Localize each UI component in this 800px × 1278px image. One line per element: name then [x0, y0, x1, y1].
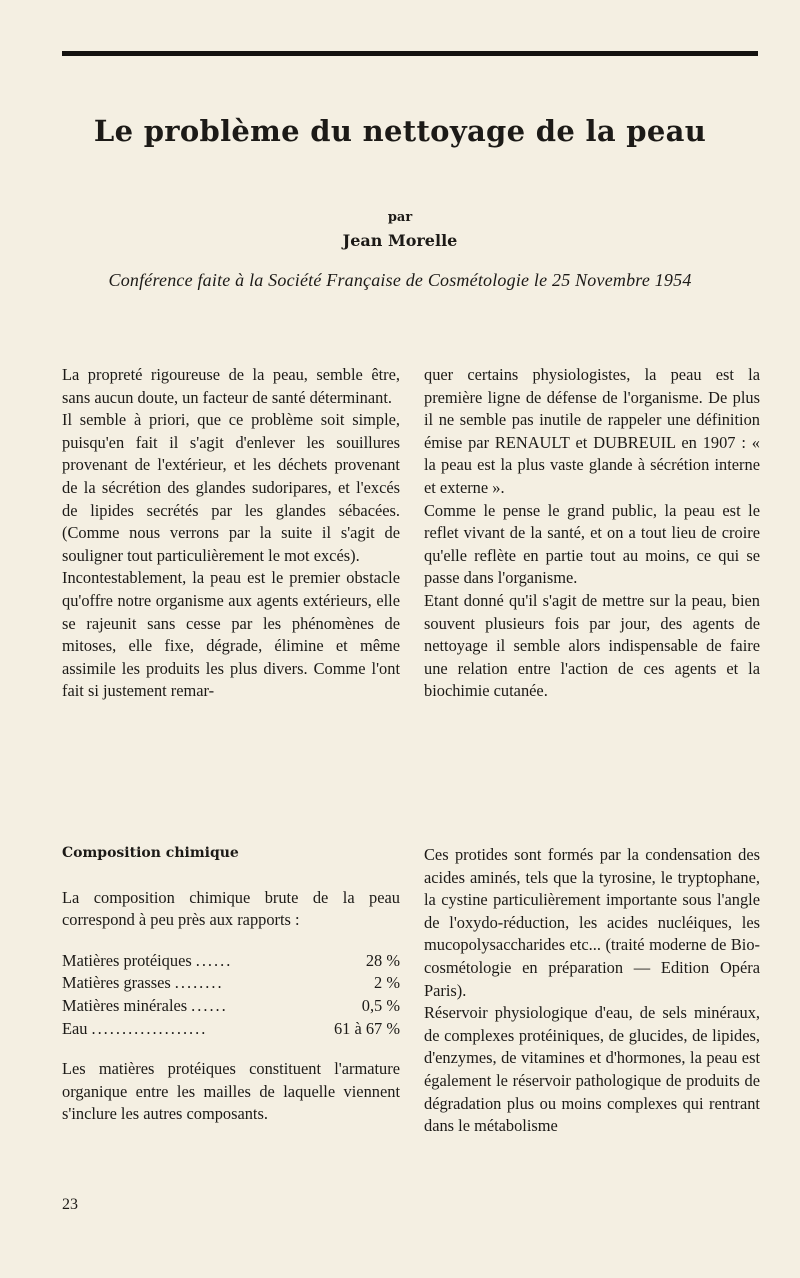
conference-note: Conférence faite à la Société Française de Cosmétologie le 25 Novembre 1954: [108, 270, 692, 290]
column-2: [424, 364, 760, 703]
column-1: [62, 364, 400, 703]
composition-intro: La composition chimique brute de la peau correspond à peu près aux rapports :: [62, 887, 400, 930]
row-value: 61 à 67 %: [333, 1018, 400, 1038]
paragraph: Etant donné qu'il s'agit de mettre sur la peau, bien souvent plusieurs fois par jour, des agents de nettoyage il semble alors indispensable de faire une relation entre l'action de ces agents et la biochimie cutanée.: [424, 590, 760, 701]
author-name: Jean Morelle: [342, 231, 458, 250]
column-4: [424, 844, 760, 1138]
page-number: 23: [62, 1196, 78, 1213]
paragraph: La propreté rigoureuse de la peau, semble être, sans aucun doute, un facteur de santé déterminant.: [62, 365, 400, 407]
leader-dots: ........: [174, 973, 224, 993]
article-title: Le problème du nettoyage de la peau: [93, 114, 707, 148]
table-row: [62, 950, 400, 973]
paragraph: Il semble à priori, que ce problème soit simple, puisqu'en fait il s'agit d'enlever les souillures provenant de l'extérieur, et les déchets provenant de la sécrétion des glandes sudoripares, et l'excés de lipides secrétés par les glandes sébacées. (Comme nous verrons par la suite il s'agit de souligner tout particulièrement le mot excés).: [62, 410, 400, 565]
section-heading: Composition chimique: [62, 845, 239, 861]
paragraph: quer certains physiologistes, la peau est la première ligne de défense de l'organisme. De plus il ne semble pas inutile de rappeler une définition émise par RENAULT et DUBREUIL en 1907 : « la peau est la plus vaste glande à sécrétion interne et externe ».: [424, 365, 760, 497]
column-3: [62, 842, 400, 1126]
byline-par: par: [387, 210, 413, 225]
paragraph: Réservoir physiologique d'eau, de sels minéraux, de complexes protéiniques, de glucides, de lipides, d'enzymes, de vitamines et d'hormones, la peau est également le réservoir pathologique de produits de dégradation plus ou moins complexes qui rentrant dans le métabolisme: [424, 1003, 760, 1136]
top-rule: [62, 51, 758, 56]
leader-dots: ......: [191, 995, 228, 1015]
paragraph: Ces protides sont formés par la condensation des acides aminés, tels que la tyrosine, le tryptophane, la cystine particulièrement importante sous l'angle de l'oxydo-réduction, les acides nucléiques, les mucopolysaccharides etc... (traité moderne de Bio-cosmétologie en préparation — Edition Opéra Paris).: [424, 845, 760, 1000]
row-label: Matières minérales: [62, 995, 188, 1015]
row-value: 0,5 %: [361, 995, 400, 1015]
row-label: Matières protéiques: [62, 950, 192, 970]
table-row: [62, 1018, 400, 1041]
leader-dots: ......: [195, 950, 233, 970]
composition-table: [62, 950, 400, 1040]
table-row: [62, 995, 400, 1018]
row-label: Matières grasses: [62, 973, 171, 993]
paragraph: Comme le pense le grand public, la peau est le reflet vivant de la santé, et on a tout lieu de croire qu'elle reflète en partie tout au moins, ce qui se passe dans l'organisme.: [424, 500, 760, 588]
row-value: 28 %: [365, 950, 400, 970]
paragraph: Incontestablement, la peau est le premier obstacle qu'offre notre organisme aux agents extérieurs, elle se rajeunit sans cesse par les phénomènes de mitoses, elle fixe, dégrade, élimine et même assimile les produits les plus divers. Comme l'ont fait si justement remar-: [62, 568, 400, 701]
row-value: 2 %: [374, 973, 400, 993]
paragraph: Les matières protéiques constituent l'armature organique entre les mailles de laquelle viennent s'inclure les autres composants.: [62, 1059, 400, 1124]
table-row: [62, 972, 400, 995]
row-label: Eau: [62, 1018, 88, 1038]
leader-dots: ...................: [91, 1018, 208, 1038]
